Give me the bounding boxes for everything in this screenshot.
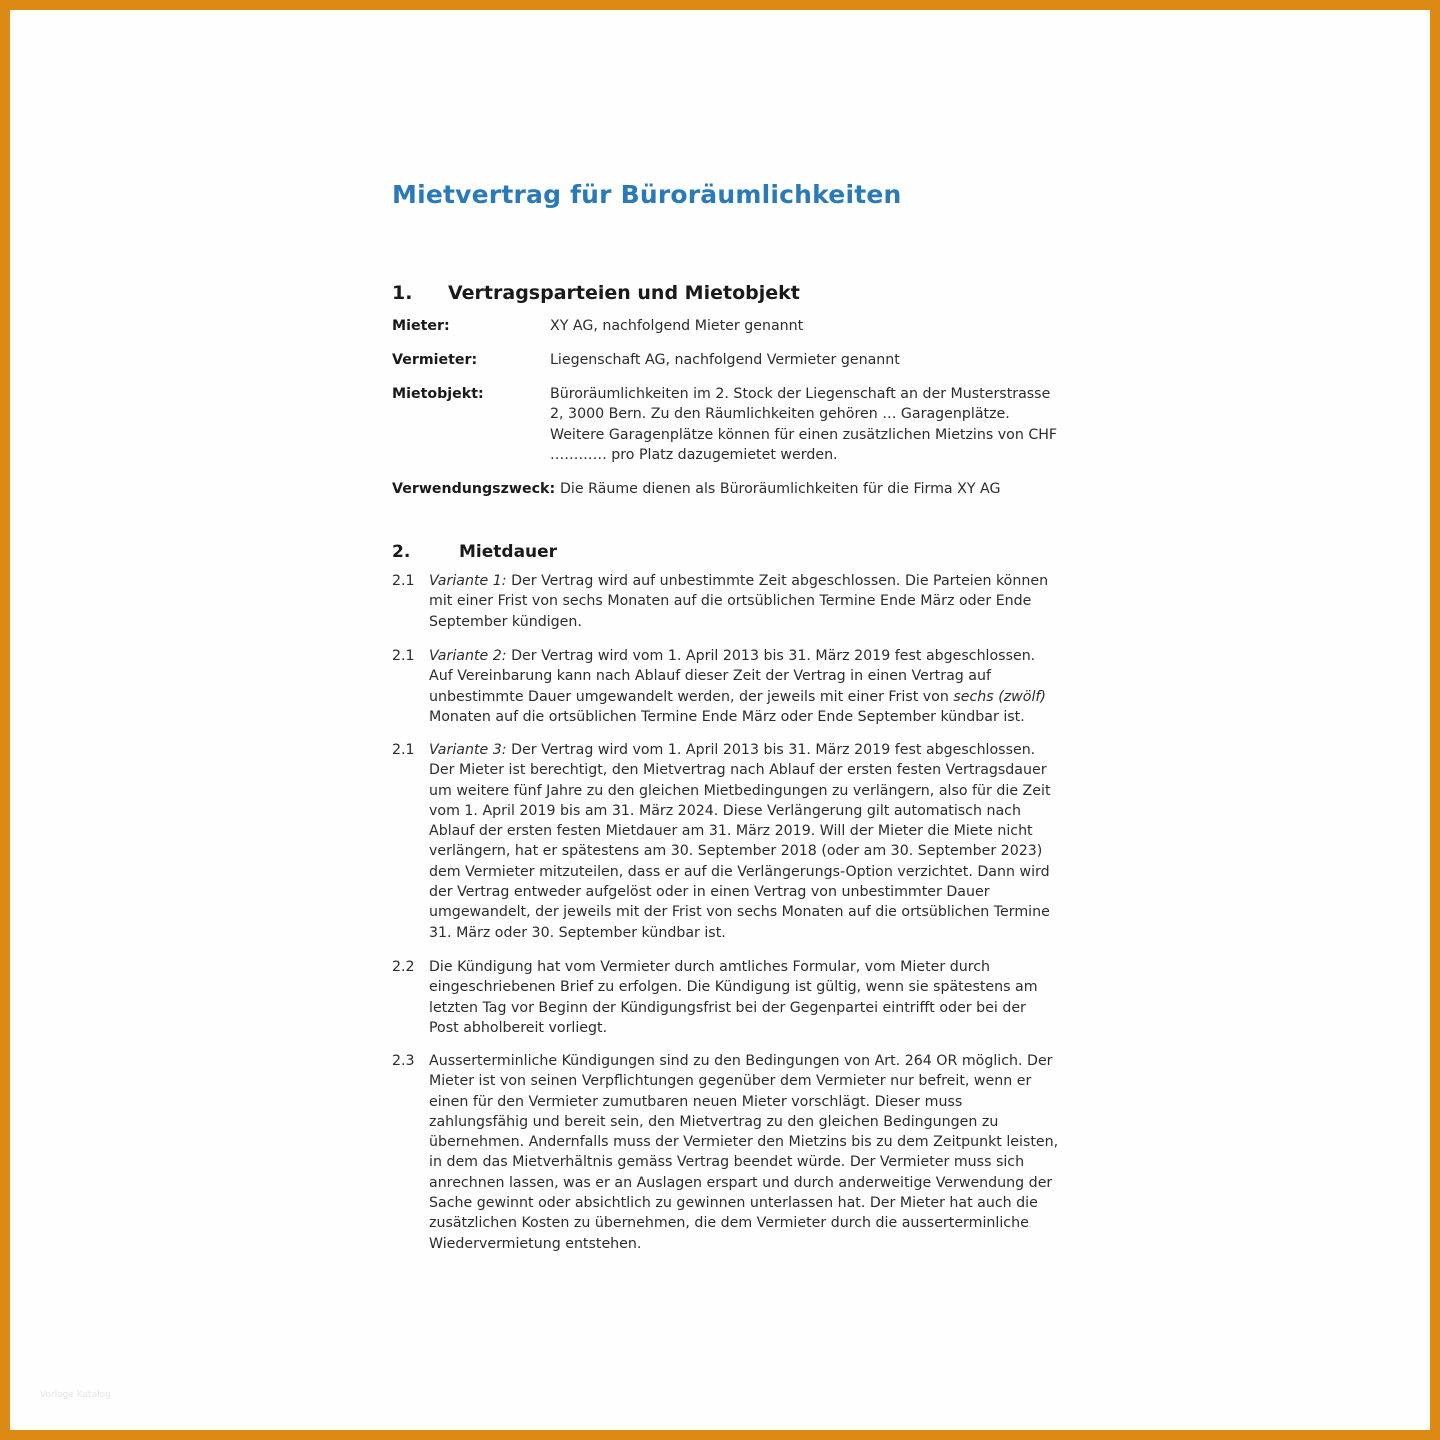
paragraph-number: 2.1: [392, 573, 415, 589]
watermark: Vorlage Katalog: [40, 1390, 111, 1400]
field-label: Mietobjekt:: [392, 386, 484, 402]
section-number: 2.: [392, 542, 411, 562]
section-title: Mietdauer: [459, 542, 558, 562]
paragraph-number: 2.1: [392, 742, 415, 758]
paragraph-number: 2.2: [392, 959, 415, 975]
paragraph-number: 2.1: [392, 648, 415, 664]
variant-label: Variante 2:: [429, 648, 507, 664]
variant-label: Variante 3:: [429, 742, 507, 758]
paragraph-body: Der Vertrag wird auf unbestimmte Zeit abgeschlossen. Die Parteien können mit einer Frist von sechs Monaten auf die ortsüblichen Termine Ende März oder Ende September kündigen.: [429, 573, 1049, 630]
paragraph-text: [429, 646, 1069, 727]
page-frame: [10, 10, 1430, 1430]
paragraph-body-end: Monaten auf die ortsüblichen Termine Ende März oder Ende September kündbar ist.: [429, 708, 1025, 725]
paragraph-body: Die Kündigung hat vom Vermieter durch amtliches Formular, vom Mieter durch eingeschriebenen Brief zu erfolgen. Die Kündigung ist gültig, wenn sie spätestens am letzten Tag vor Beginn der Kündigungsfrist bei der Gegenpartei eintrifft oder bei der Post abholbereit vorliegt.: [429, 959, 1038, 1036]
paragraph-number: 2.3: [392, 1053, 415, 1069]
italic-phrase: sechs (zwölf): [953, 688, 1046, 705]
section-heading-1: [392, 282, 800, 304]
field-value: XY AG, nachfolgend Mieter genannt: [550, 318, 804, 334]
field-label: Mieter:: [392, 318, 450, 334]
variant-label: Variante 1:: [429, 573, 507, 589]
paragraph-text: [429, 571, 1069, 632]
paragraph-text: [429, 740, 1069, 943]
section-number: 1.: [392, 282, 413, 304]
section-title: Vertragsparteien und Mietobjekt: [448, 282, 800, 304]
field-value: Die Räume dienen als Büroräumlichkeiten für die Firma XY AG: [560, 481, 1001, 497]
paragraph-body: Der Vertrag wird vom 1. April 2013 bis 31. März 2019 fest abgeschlossen. Der Mieter ist berechtigt, den Mietvertrag nach Ablauf der ersten festen Vertragsdauer um weitere fünf Jahre zu den gleichen Mietbedingungen zu verlängern, also für die Zeit vom 1. April 2019 bis am 31. März 2024. Diese Verlängerung gilt automatisch nach Ablauf der ersten festen Mietdauer am 31. März 2019. Will der Mieter die Miete nicht verlängern, hat er spätestens am 30. September 2018 (oder am 30. September 2023) dem Vermieter mitzuteilen, dass er auf die Verlängerungs-Option verzichtet. Dann wird der Vertrag entweder aufgelöst oder in einen Vertrag von unbestimmter Dauer umgewandelt, der jeweils mit der Frist von sechs Monaten auf die ortsüblichen Termine 31. März oder 30. September kündbar ist.: [429, 742, 1051, 941]
section-heading-2: [392, 540, 557, 562]
document-title: Mietvertrag für Büroräumlichkeiten: [392, 180, 902, 209]
field-value: Büroräumlichkeiten im 2. Stock der Liegenschaft an der Musterstrasse 2, 3000 Bern. Zu den Räumlichkeiten gehören … Garagenplätze. Weitere Garagenplätze können für einen zusätzlichen Mietzins von CHF ………… pro Platz dazugemietet werden.: [550, 386, 1058, 463]
paragraph-body: Ausserterminliche Kündigungen sind zu den Bedingungen von Art. 264 OR möglich. Der Mieter ist von seinen Verpflichtungen gegenüber dem Vermieter nur befreit, wenn er einen für den Vermieter zumutbaren neuen Mieter vorschlägt. Dieser muss zahlungsfähig und bereit sein, den Mietvertrag zu den gleichen Bedingungen zu übernehmen. Andernfalls muss der Vermieter den Mietzins bis zu dem Zeitpunkt leisten, in dem das Mietverhältnis gemäss Vertrag beendet würde. Der Vermieter muss sich anrechnen lassen, was er an Auslagen erspart und durch anderweitige Verwendung der Sache gewinnt oder absichtlich zu gewinnen unterlassen hat. Der Mieter hat auch die zusätzlichen Kosten zu übernehmen, die dem Vermieter durch die ausserterminliche Wiedervermietung entstehen.: [429, 1053, 1059, 1252]
paragraph-body: Der Vertrag wird vom 1. April 2013 bis 31. März 2019 fest abgeschlossen. Auf Vereinbarung kann nach Ablauf dieser Zeit der Vertrag in einen Vertrag auf unbestimmte Dauer umgewandelt werden, der jeweils mit einer Frist von: [429, 648, 1036, 705]
field-label: Verwendungszweck:: [392, 481, 556, 497]
field-label: Vermieter:: [392, 352, 478, 368]
field-value: Liegenschaft AG, nachfolgend Vermieter genannt: [550, 352, 900, 368]
